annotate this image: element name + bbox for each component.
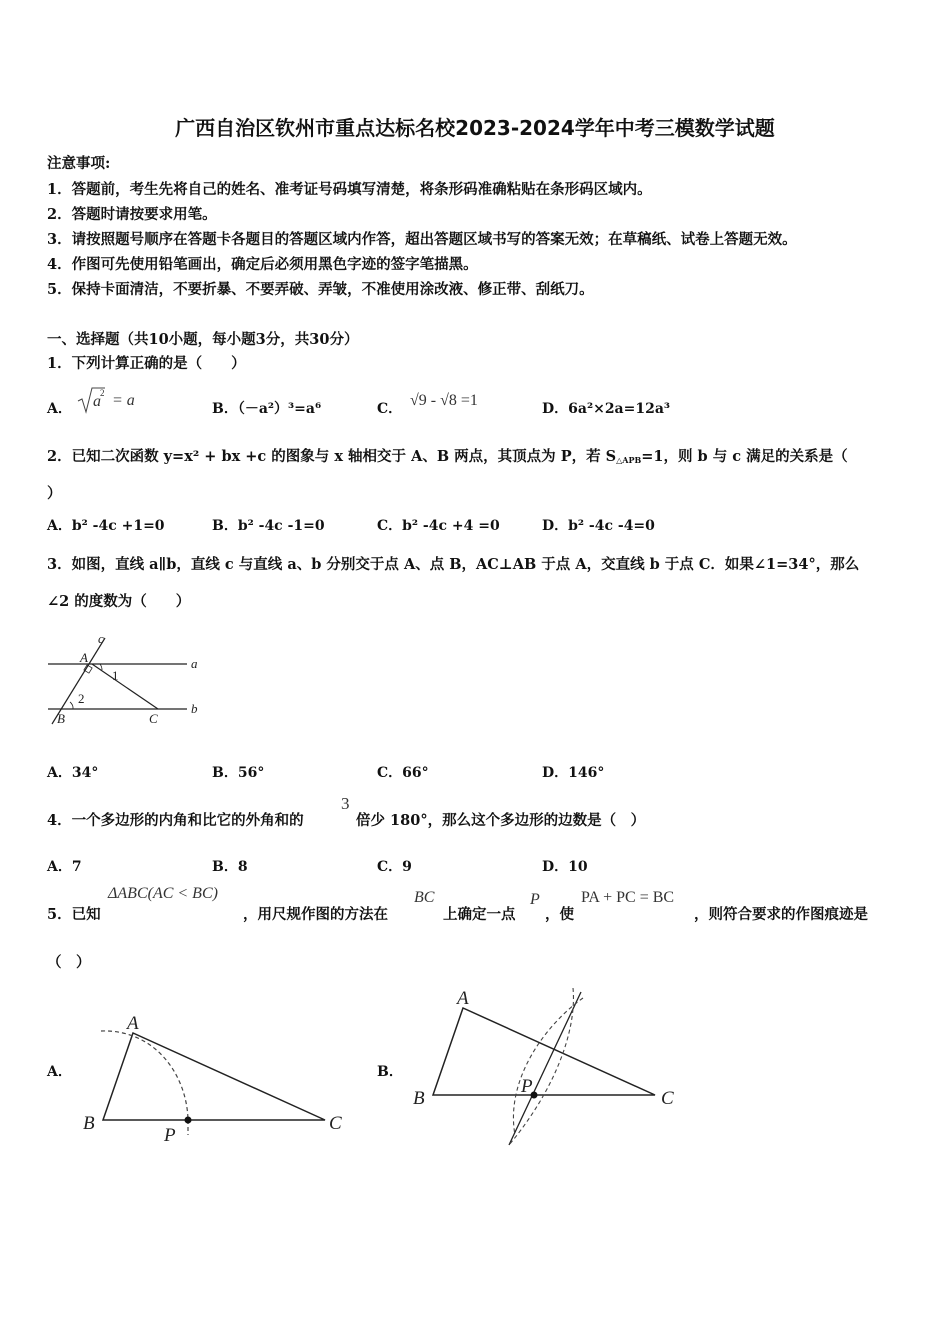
page-title: 广西自治区钦州市重点达标名校2023-2024学年中考三模数学试题 <box>175 116 775 140</box>
question-3-stem: 3．如图，直线 a∥b，直线 c 与直线 a、b 分别交于点 A、点 B，AC⊥AB 于点 A，交直线 b 于点 C．如果∠1=34°，那么 <box>47 556 860 573</box>
svg-text:2: 2 <box>100 388 105 398</box>
label-B: B <box>57 711 65 726</box>
q1-option-d: D．6a²×2a=12a³ <box>542 401 671 417</box>
question-4-stem-b: 倍少 180°，那么这个多边形的边数是（ ） <box>356 812 646 829</box>
q1-c-math: √9 - √8 =1 <box>410 392 478 409</box>
section-heading: 一、选择题（共10小题，每小题3分，共30分） <box>47 331 359 348</box>
q2-subscript: △APB <box>616 455 642 465</box>
q1-a-math: = a <box>112 392 135 409</box>
label-C: C <box>149 711 158 726</box>
label-angle-1: 1 <box>112 668 119 683</box>
notice-item: 5．保持卡面清洁，不要折暴、不要弄破、弄皱，不准使用涂改液、修正带、刮纸刀。 <box>47 281 594 298</box>
fig-a-label-C: C <box>329 1113 342 1134</box>
q3-option-a: A．34° <box>47 765 99 781</box>
q5-math-bc: BC <box>414 889 435 906</box>
fig-b-label-P: P <box>521 1076 533 1097</box>
question-2-stem-cont: ） <box>47 485 62 502</box>
q5-math-sum: PA + PC = BC <box>581 889 675 906</box>
notice-item: 4．作图可先使用铅笔画出，确定后必须用黑色字迹的签字笔描黑。 <box>47 256 478 273</box>
q1-option-a: A． <box>47 401 72 417</box>
q5-figure-a <box>75 1005 365 1155</box>
q4-option-a: A．7 <box>47 859 82 875</box>
q3-option-c: C．66° <box>377 765 429 781</box>
q5-math-triangle: ΔABC(AC < BC) <box>108 885 218 902</box>
question-5-stem-d: ，使 <box>545 906 574 923</box>
q3-option-d: D．146° <box>542 765 605 781</box>
q4-option-d: D．10 <box>542 859 588 875</box>
q2-option-c: C．b² -4c +4 =0 <box>377 518 500 534</box>
q4-option-c: C．9 <box>377 859 412 875</box>
q3-option-b: B．56° <box>212 765 265 781</box>
question-5-stem-b: ，用尺规作图的方法在 <box>243 906 388 923</box>
sqrt-a-squared <box>76 386 106 416</box>
fig-a-label-B: B <box>83 1113 95 1134</box>
fig-b-label-C: C <box>661 1088 674 1109</box>
label-b: b <box>191 701 198 716</box>
question-1-stem: 1．下列计算正确的是（ ） <box>47 355 246 372</box>
q5-option-b: B． <box>377 1064 403 1080</box>
question-3-stem-cont: ∠2 的度数为（ ） <box>47 593 191 610</box>
q2-stem-part: 2．已知二次函数 y=x² + bx +c 的图象与 x 轴相交于 A、B 两点，其顶点为 P，若 S <box>47 448 617 465</box>
q3-figure <box>40 630 210 730</box>
fig-a-label-A: A <box>127 1013 139 1034</box>
q5-option-a: A． <box>47 1064 72 1080</box>
q5-figure-b <box>405 980 705 1150</box>
question-5-stem-e: ，则符合要求的作图痕迹是 <box>694 906 868 923</box>
q1-option-c: C． <box>377 401 403 417</box>
q4-option-b: B．8 <box>212 859 248 875</box>
q1-option-b: B．（－a²）³=a⁶ <box>212 401 322 417</box>
svg-text:a: a <box>93 393 101 410</box>
question-2-stem <box>47 445 848 466</box>
q5-math-p: P <box>530 891 540 908</box>
label-c: c <box>98 631 104 646</box>
fig-b-label-A: A <box>457 988 469 1009</box>
question-5-stem-a: 5．已知 <box>47 906 101 923</box>
question-5-stem-cont: （ ） <box>47 954 91 971</box>
notice-item: 1．答题前，考生先将自己的姓名、准考证号码填写清楚，将条形码准确粘贴在条形码区域内。 <box>47 181 652 198</box>
label-a: a <box>191 656 198 671</box>
fig-b-label-B: B <box>413 1088 425 1109</box>
notice-heading: 注意事项: <box>47 155 111 172</box>
label-angle-2: 2 <box>78 691 85 706</box>
notice-item: 3．请按照题号顺序在答题卡各题目的答题区域内作答，超出答题区域书写的答案无效；在草稿纸、试卷上答题无效。 <box>47 231 797 248</box>
q2-option-a: A．b² -4c +1=0 <box>47 518 165 534</box>
q2-option-b: B．b² -4c -1=0 <box>212 518 325 534</box>
fig-a-label-P: P <box>164 1125 176 1146</box>
q2-stem-part: =1，则 b 与 c 满足的关系是（ <box>641 448 848 465</box>
q4-number: 3 <box>341 794 350 813</box>
question-4-stem-a: 4．一个多边形的内角和比它的外角和的 <box>47 812 304 829</box>
question-5-stem-c: 上确定一点 <box>443 906 516 923</box>
notice-item: 2．答题时请按要求用笔。 <box>47 206 217 223</box>
label-A: A <box>80 650 88 665</box>
q2-option-d: D．b² -4c -4=0 <box>542 518 655 534</box>
